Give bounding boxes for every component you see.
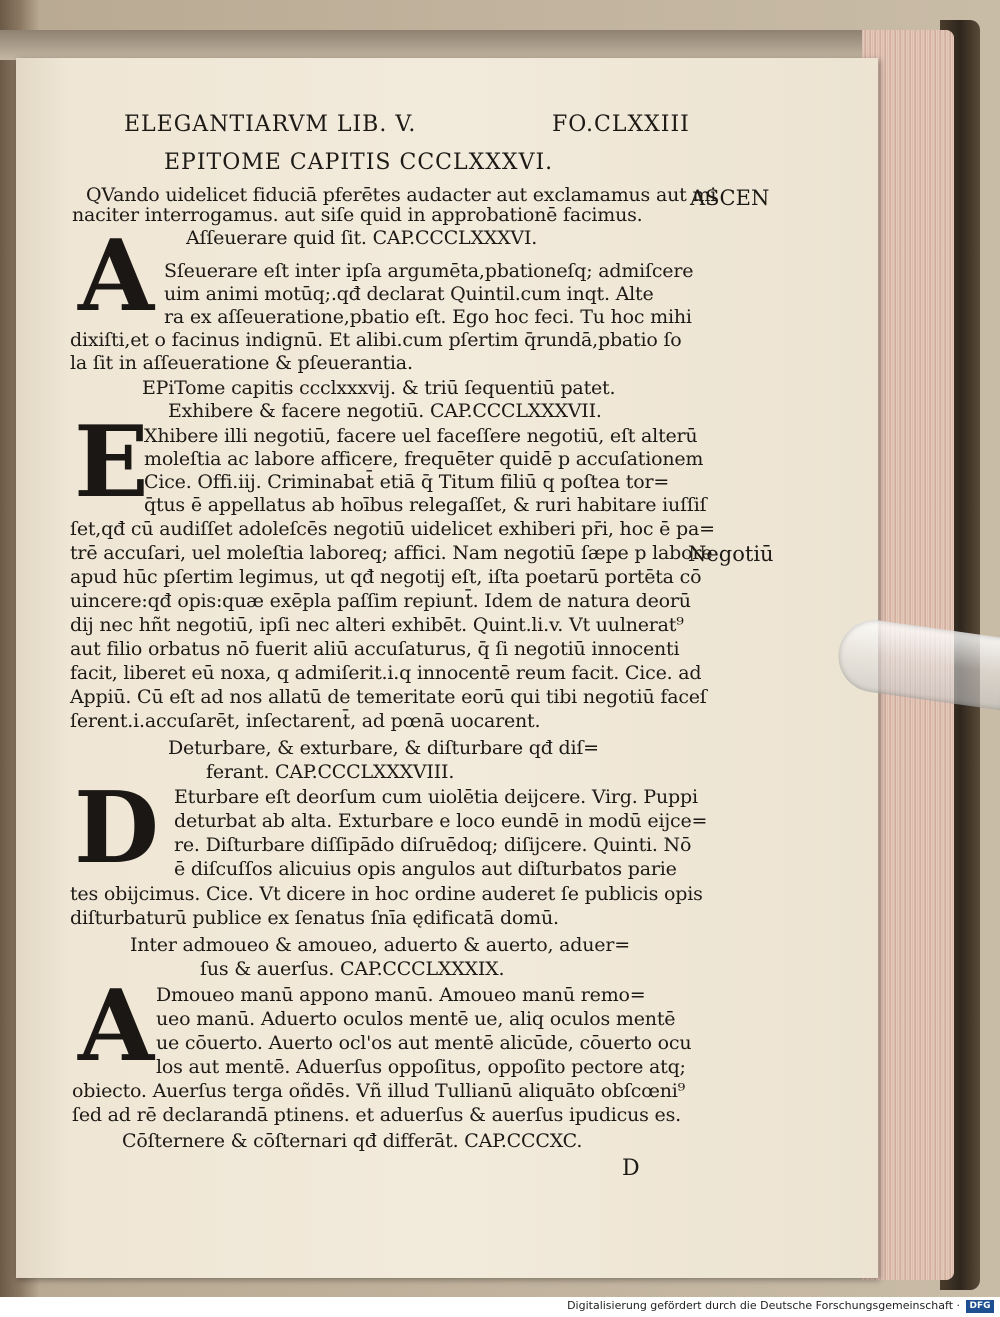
footer-bar	[0, 1297, 1000, 1317]
text-line: uim animi motūq;.qđ declarat Quintil.cum inqt. Alte	[164, 283, 654, 305]
text-line: q̄tus ē appellatus ab hoībus relegaſſet, & ruri habitare iuſſiſ	[144, 494, 707, 516]
footer-credit: Digitalisierung gefördert durch die Deutsche Forschungsgemeinschaft ·	[567, 1299, 960, 1312]
text-line: Cōſternere & cōſternari qđ differāt. CAP.CCCXC.	[122, 1130, 583, 1152]
text-line: aut filio orbatus nō fuerit aliū accuſaturus, q̄ ſi negotiū innocenti	[70, 638, 680, 660]
text-line: EPITOME CAPITIS CCCLXXXVI.	[164, 150, 554, 175]
text-line: los aut mentē. Aduerſus oppoſitus, oppoſito pectore atq;	[156, 1056, 686, 1078]
margin-note: ASCEN	[690, 186, 770, 210]
text-line: ue cōuerto. Auerto ocl'os aut mentē alicūde, cōuerto ocu	[156, 1032, 692, 1054]
text-line: Eturbare eſt deorſum cum uiolētia deijcere. Virg. Puppi	[174, 786, 698, 808]
text-line: ra ex aſſeueratione,pbatio eſt. Ego hoc feci. Tu hoc mihi	[164, 306, 692, 328]
text-line: deturbat ab alta. Exturbare e loco eundē in modū eijce=	[174, 810, 708, 832]
catchword: D	[622, 1156, 640, 1181]
margin-note: Negotiū	[688, 542, 774, 566]
text-line: dij nec hñt negotiū, ipſi nec alteri exhibēt. Quint.li.v. Vt uulnerat⁹	[70, 614, 684, 636]
text-line: Xhibere illi negotiū, facere uel faceſſere negotiū, eſt alterū	[144, 425, 698, 447]
text-line: Deturbare, & exturbare, & diſturbare qđ diſ=	[168, 737, 599, 759]
text-line: Exhibere & facere negotiū. CAP.CCCLXXXVII.	[168, 400, 602, 422]
text-line: facit, liberet eū noxa, q admiſerit.i.q innocentē reum facit. Cice. ad	[70, 662, 702, 684]
text-line: Dmoueo manū appono manū. Amoueo manū remo=	[156, 984, 646, 1006]
text-line: re. Diſturbare diſſipādo diſruēdoq; diſijcere. Quinti. Nō	[174, 834, 692, 856]
text-line: ſus & auerſus. CAP.CCCLXXXIX.	[200, 958, 505, 980]
text-line: Sſeuerare eſt inter ipſa argumēta,pbationeſq; admiſcere	[164, 260, 694, 282]
running-title: ELEGANTIARVM LIB. V.	[124, 112, 417, 137]
text-line: QVando uidelicet fiduciā pferētes audacter aut exclamamus aut mi	[86, 184, 717, 206]
text-line: la ſit in aſſeueratione & pſeuerantia.	[70, 352, 413, 374]
drop-cap: A	[78, 219, 155, 334]
text-line: tes obijcimus. Cice. Vt dicere in hoc ordine auderet ſe publicis opis	[70, 883, 703, 905]
text-line: obiecto. Auerſus terga oñdēs. Vñ illud Tullianū aliquāto obſcœni⁹	[72, 1080, 686, 1102]
text-line: Appiū. Cū eſt ad nos allatū de temeritate eorū qui tibi negotiū faceſ	[70, 686, 707, 708]
text-line: ſed ad rē declarandā ptinens. et aduerſus & auerſus ipudicus es.	[72, 1104, 681, 1126]
text-line: Cice. Offi.iij. Criminabat̄ etiā q̄ Titum filiū q poſtea tor=	[144, 471, 670, 493]
text-line: ſerent.i.accuſarēt, inſectarent̄, ad pœnā uocarent.	[70, 710, 541, 732]
text-line: diſturbaturū publice ex ſenatus ſnīa ędificatā domū.	[70, 907, 559, 929]
text-line: trē accuſari, uel moleſtia laboreq; affici. Nam negotiū ſæpe p labore	[70, 542, 713, 564]
text-line: ē diſcuſſos alicuius opis angulos aut diſturbatos parie	[174, 858, 677, 880]
drop-cap: A	[78, 969, 155, 1084]
drop-cap: E	[74, 405, 149, 520]
folio-number: FO.CLXXIII	[552, 112, 690, 137]
text-line: naciter interrogamus. aut siſe quid in approbationē facimus.	[72, 204, 643, 226]
text-line: moleſtia ac labore afficere, frequēter quidē p accuſationem	[144, 448, 704, 470]
text-line: uincere:qđ opis:quæ exēpla paſſim repiunt̄. Idem de natura deorū	[70, 590, 691, 612]
text-line: Inter admoueo & amoueo, aduerto & auerto, aduer=	[130, 934, 630, 956]
text-line: Aſſeuerare quid ſit. CAP.CCCLXXXVI.	[186, 227, 538, 249]
dfg-logo-icon: DFG	[966, 1300, 994, 1313]
text-line: EPiTome capitis ccclxxxvij. & triū ſequentiū patet.	[142, 377, 616, 399]
text-line: dixiſti,et o facinus indignū. Et alibi.cum pſertim q̄rundā,pbatio ſo	[70, 329, 682, 351]
text-line: ſet,qđ cū audiſſet adoleſcēs negotiū uidelicet exhiberi pr̄i, hoc ē pa=	[70, 518, 715, 540]
drop-cap: D	[74, 771, 159, 886]
text-line: apud hūc pſertim legimus, ut qđ negotij eſt, iſta poetarū portēta cō	[70, 566, 702, 588]
text-line: ferant. CAP.CCCLXXXVIII.	[206, 761, 455, 783]
book-top-edge	[0, 30, 900, 60]
text-line: ueo manū. Aduerto oculos mentē ue, aliq oculos mentē	[156, 1008, 676, 1030]
